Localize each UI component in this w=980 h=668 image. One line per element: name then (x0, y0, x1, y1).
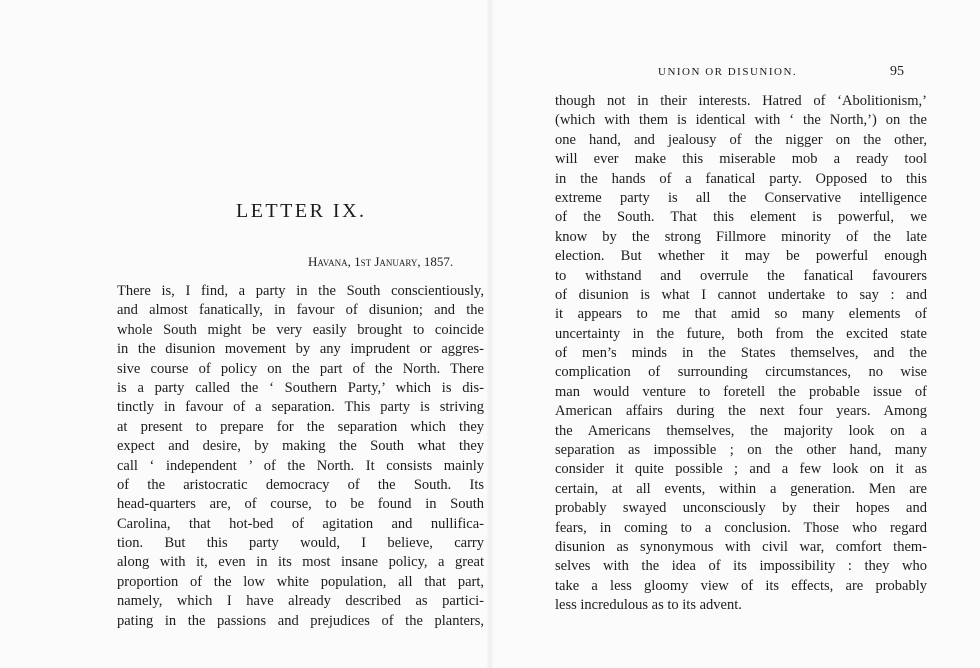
text-line: the Americans themselves, the majority look on a (555, 422, 927, 439)
text-line: American affairs during the next four years. Among (555, 403, 927, 420)
text-line: head-quarters are, of course, to be found in South (117, 496, 484, 513)
text-line: along with it, even in its most insane policy, a great (117, 554, 484, 571)
text-line: certain, at all events, within a generation. Men are (555, 480, 927, 497)
text-line: it appears to me that amid so many elements of (555, 306, 927, 323)
text-line: proportion of the low white population, all that part, (117, 573, 484, 590)
text-line: uncertainty in the future, both from the excited state (555, 325, 927, 342)
text-line: take a less gloomy view of its effects, are probably (555, 577, 927, 594)
letter-title: LETTER IX. (236, 200, 367, 222)
text-line: consider it quite possible ; and a few look on it as (555, 461, 927, 478)
text-line: of men’s minds in the States themselves, and the (555, 345, 927, 362)
text-line: extreme party is all the Conservative intelligence (555, 189, 927, 206)
text-line: selves with the idea of its impossibility : they who (555, 558, 927, 575)
text-line: of disunion is what I cannot undertake to say : and (555, 286, 927, 303)
text-line: pating in the passions and prejudices of the planters, (117, 612, 484, 629)
text-line: and almost fanatically, in favour of disunion; and the (117, 302, 484, 319)
text-line: sive course of policy on the part of the North. There (117, 360, 484, 377)
text-line: call ‘ independent ’ of the North. It consists mainly (117, 457, 484, 474)
text-line: (which with them is identical with ‘ the North,’) on the (555, 112, 927, 129)
text-line: disunion as synonymous with civil war, comfort them- (555, 538, 927, 555)
text-line: Carolina, that hot-bed of agitation and nullifica- (117, 515, 484, 532)
left-body-text (117, 282, 484, 631)
text-line: expect and desire, by making the South what they (117, 438, 484, 455)
dateline: Havana, 1st January, 1857. (308, 254, 454, 269)
text-line: tion. But this party would, I believe, carry (117, 535, 484, 552)
text-line: in the disunion movement by any imprudent or aggres- (117, 341, 484, 358)
page-number: 95 (890, 64, 904, 79)
text-line: though not in their interests. Hatred of ‘Abolitionism,’ (555, 93, 927, 109)
text-line: tinctly in favour of a separation. This party is striving (117, 399, 484, 416)
text-line: less incredulous as to its advent. (555, 597, 742, 614)
text-line: know by the strong Fillmore minority of the late (555, 228, 927, 245)
text-line: to withstand and overrule the fanatical favourers (555, 267, 927, 284)
text-line: man would venture to foretell the probable issue of (555, 383, 927, 400)
text-line: will ever make this miserable mob a ready tool (555, 151, 927, 168)
text-line: of the South. That this element is powerful, we (555, 209, 927, 226)
text-line: fears, in coming to a conclusion. Those who regard (555, 519, 927, 536)
text-line: is a party called the ‘ Southern Party,’ which is dis- (117, 379, 484, 396)
text-line: at present to prepare for the separation which they (117, 418, 484, 435)
text-line: There is, I find, a party in the South conscientiously, (117, 283, 484, 299)
text-line: one hand, and jealousy of the nigger on the other, (555, 131, 927, 148)
running-head: UNION OR DISUNION. (658, 66, 798, 78)
text-line: complication of surrounding circumstances, no wise (555, 364, 927, 381)
right-page (490, 0, 980, 668)
text-line: namely, which I have already described as partici- (117, 593, 484, 610)
right-body-text (555, 92, 927, 616)
text-line: whole South might be very easily brought to coincide (117, 321, 484, 338)
text-line: election. But whether it may be powerful enough (555, 248, 927, 265)
text-line: separation as impossible ; on the other hand, many (555, 442, 927, 459)
text-line: in the hands of a fanatical party. Opposed to this (555, 170, 927, 187)
text-line: probably swayed unconsciously by their hopes and (555, 500, 927, 517)
text-line: of the aristocratic democracy of the South. Its (117, 476, 484, 493)
